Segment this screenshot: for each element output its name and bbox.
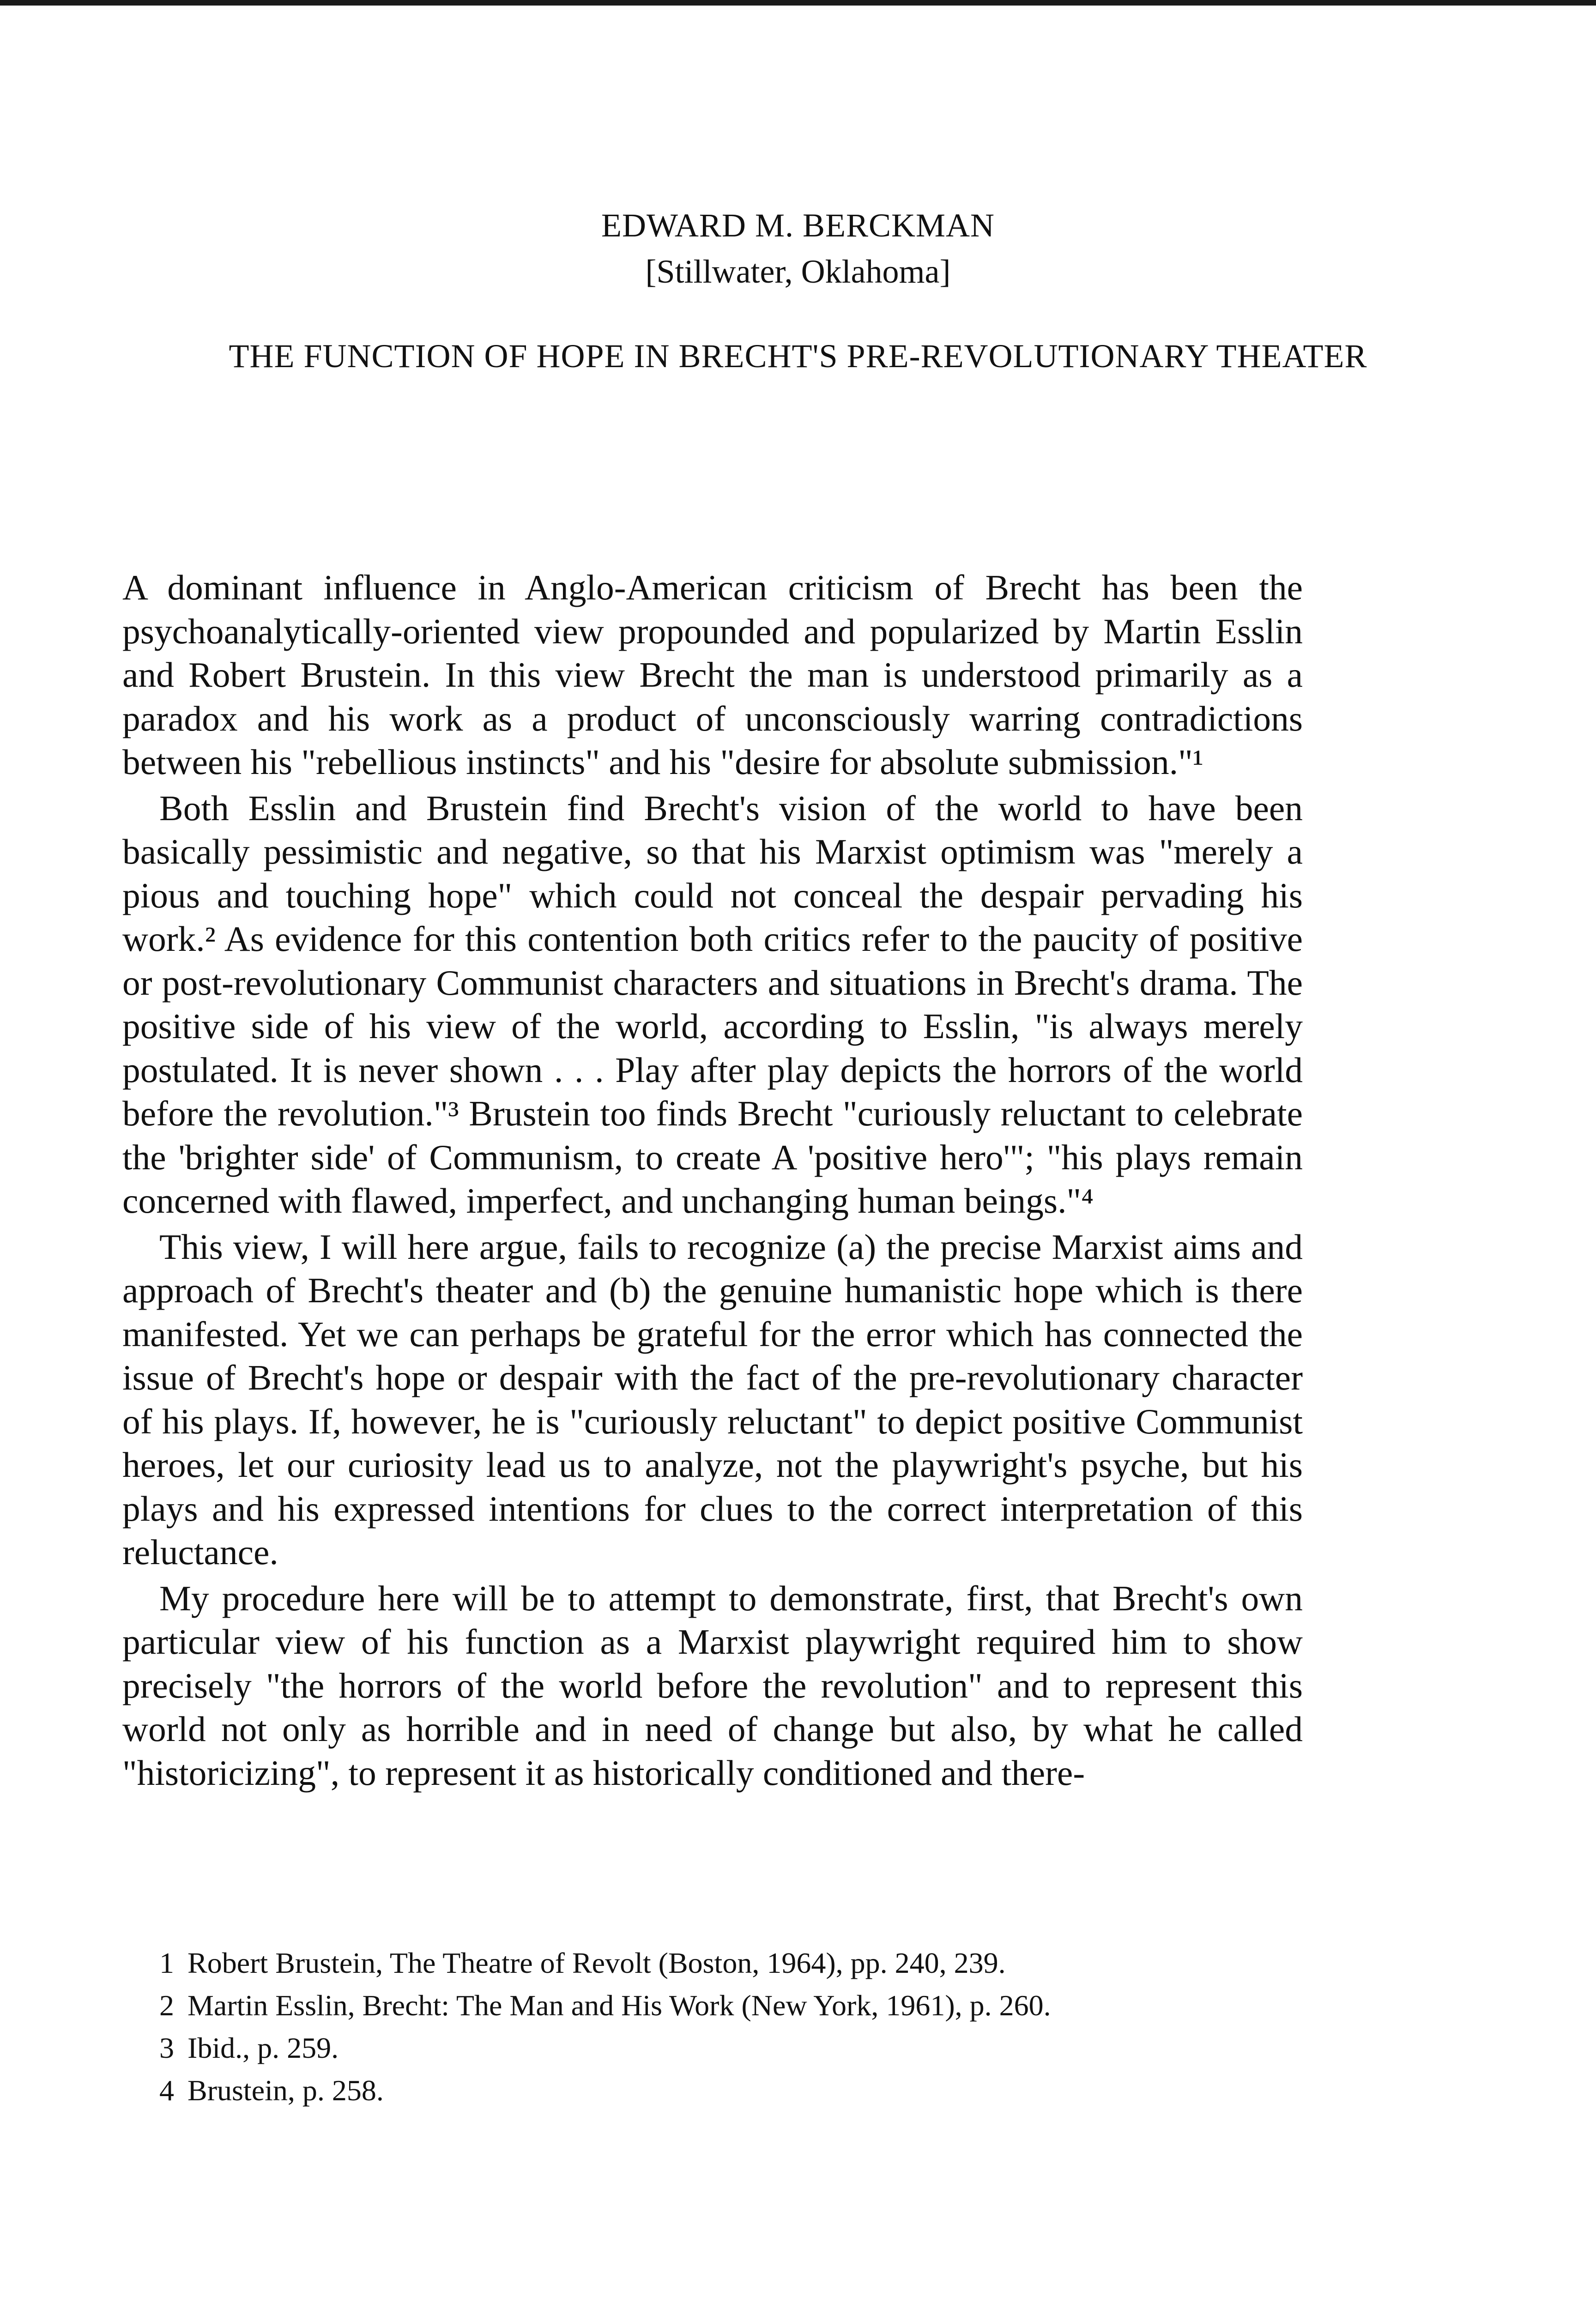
- footnote-number: 1: [159, 1946, 174, 1979]
- paragraph-1: A dominant influence in Anglo-American criticism of Brecht has been the psychoanalytically-oriented view propounded and popularized by Martin Esslin and Robert Brustein. In this view Brecht the man is understood primarily as a paradox and his work as a product of unconsciously warring contradictions between his "rebellious instincts" and his "desire for absolute submission."¹: [122, 568, 1303, 782]
- footnote-number: 3: [159, 2031, 174, 2064]
- author-name: EDWARD M. BERCKMAN: [601, 207, 995, 244]
- footnote-text: Ibid., p. 259.: [187, 2031, 339, 2064]
- paragraph-3: This view, I will here argue, fails to recognize (a) the precise Marxist aims and approach of Brecht's theater and (b) the genuine humanistic hope which is there manifested. Yet we can perhaps be grateful for the error which has connected the issue of Brecht's hope or despair with the fact of the pre-revolutionary character of his plays. If, however, he is "curiously reluctant" to depict positive Communist heroes, let our curiosity lead us to analyze, not the playwright's psyche, but his plays and his expressed intentions for clues to the correct interpretation of this reluctance.: [122, 1227, 1303, 1572]
- footnote-2: [159, 1984, 1303, 2027]
- author-affiliation: [Stillwater, Oklahoma]: [645, 253, 951, 290]
- footnote-number: 4: [159, 2074, 174, 2107]
- article-title: THE FUNCTION OF HOPE IN BRECHT'S PRE-REVOLUTIONARY THEATER: [229, 338, 1367, 375]
- footnote-1: [159, 1942, 1303, 1984]
- footnote-number: 2: [159, 1989, 174, 2022]
- footnote-text: Martin Esslin, Brecht: The Man and His Work (New York, 1961), p. 260.: [187, 1989, 1051, 2022]
- paragraph-2: Both Esslin and Brustein find Brecht's vision of the world to have been basically pessimistic and negative, so that his Marxist optimism was "merely a pious and touching hope" which could not conceal the despair pervading his work.² As evidence for this contention both critics refer to the paucity of positive or post-revolutionary Communist characters and situations in Brecht's drama. The positive side of his view of the world, according to Esslin, "is always merely postulated. It is never shown . . . Play after play depicts the horrors of the world before the revolution."³ Brustein too finds Brecht "curiously reluctant to celebrate the 'brighter side' of Communism, to create A 'positive hero'"; "his plays remain concerned with flawed, imperfect, and unchanging human beings."⁴: [122, 788, 1303, 1221]
- footnote-4: [159, 2069, 1303, 2112]
- paragraph-4: My procedure here will be to attempt to demonstrate, first, that Brecht's own particular view of his function as a Marxist playwright required him to show precisely "the horrors of the world before the revolution" and to represent this world not only as horrible and in need of change but also, by what he called "historicizing", to represent it as historically conditioned and there-: [122, 1578, 1303, 1793]
- footnotes: [159, 1942, 1303, 2112]
- footnote-3: [159, 2027, 1303, 2069]
- footnote-text: Brustein, p. 258.: [187, 2074, 384, 2107]
- footnote-text: Robert Brustein, The Theatre of Revolt (Boston, 1964), pp. 240, 239.: [187, 1946, 1006, 1979]
- article-body: [122, 566, 1303, 1797]
